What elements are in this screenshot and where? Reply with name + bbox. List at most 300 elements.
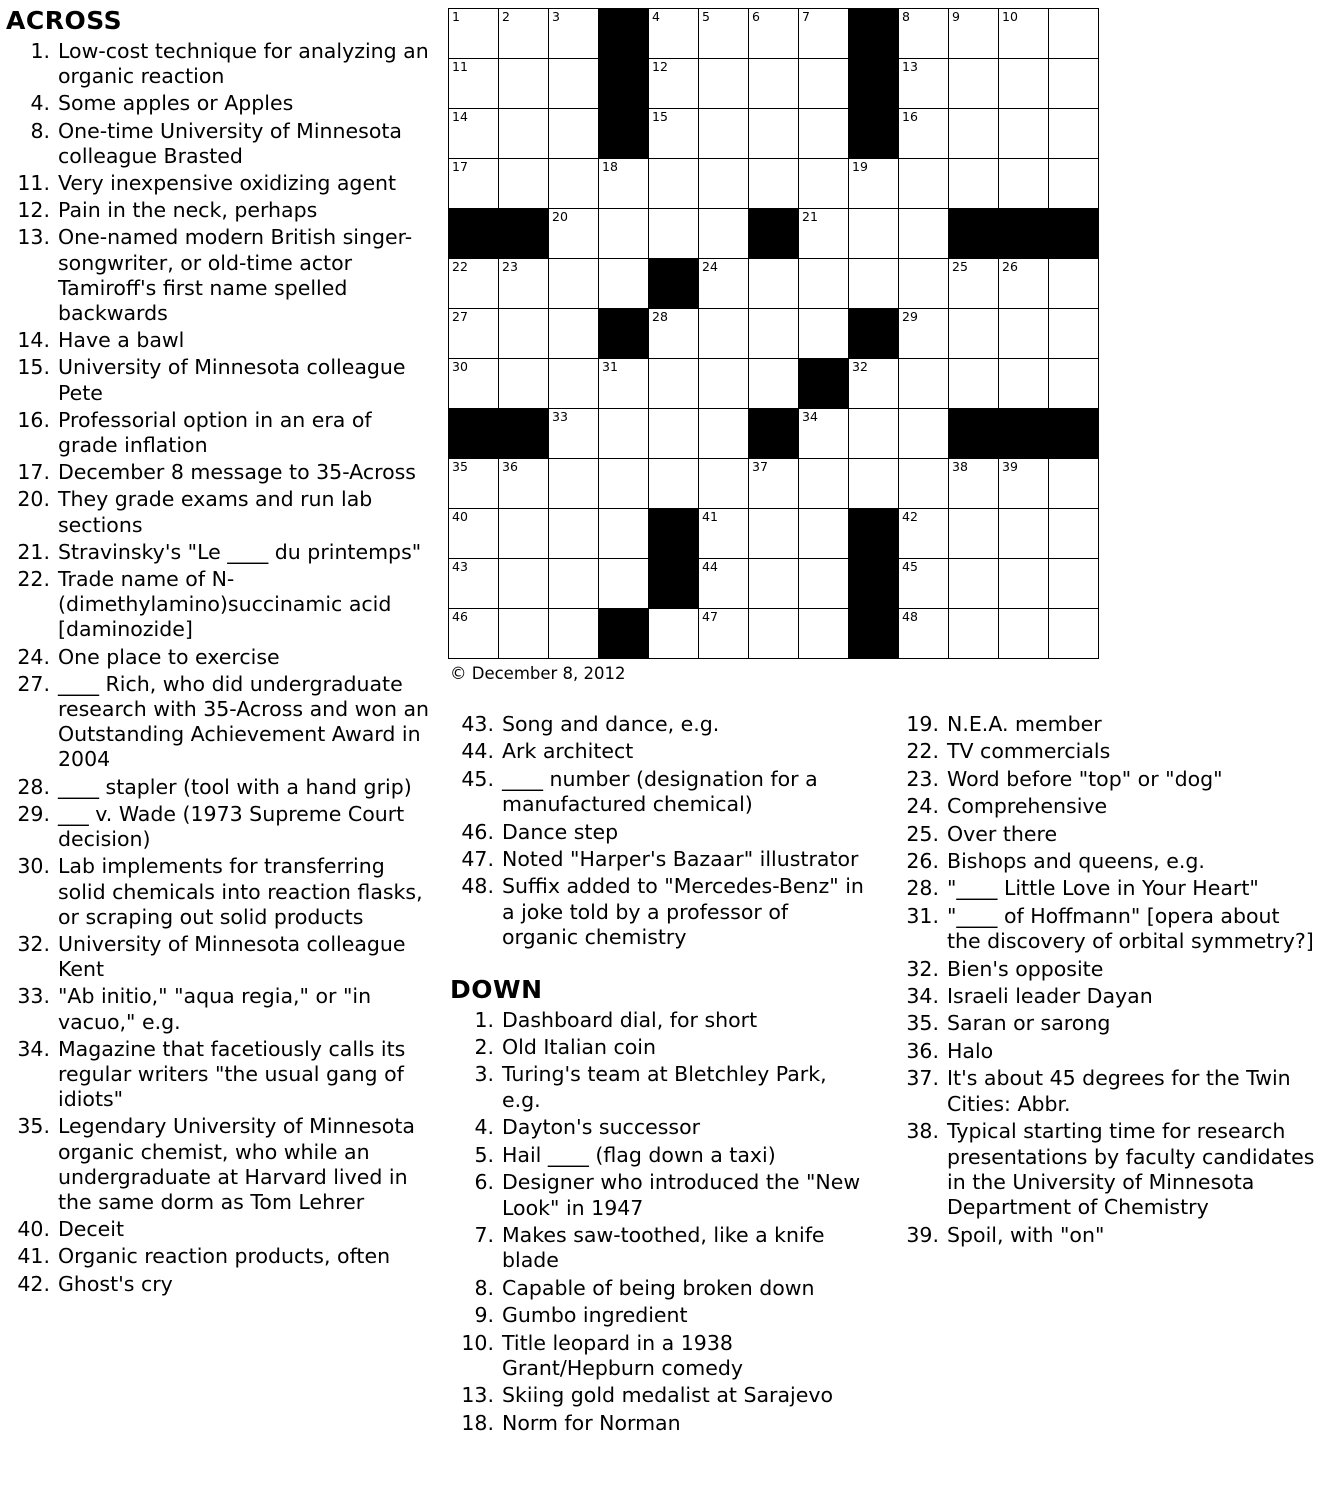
grid-cell[interactable] <box>449 359 499 409</box>
clue-text: Halo <box>947 1038 994 1063</box>
grid-cell[interactable] <box>849 209 899 259</box>
clue-item <box>6 1217 436 1242</box>
grid-block-cell <box>849 509 899 559</box>
clue-text: ____ stapler (tool with a hand grip) <box>58 774 412 799</box>
grid-cell[interactable] <box>949 459 999 509</box>
grid-block-cell <box>999 409 1049 459</box>
grid-cell[interactable] <box>449 109 499 159</box>
grid-block-cell <box>599 609 649 659</box>
clue-text: One place to exercise <box>58 644 280 669</box>
grid-cell[interactable] <box>1049 459 1099 509</box>
clue-number: 1. <box>30 39 50 63</box>
clue-text: Stravinsky's "Le ____ du printemps" <box>58 539 422 564</box>
grid-cell[interactable] <box>749 9 799 59</box>
clue-item <box>450 1115 870 1140</box>
grid-cell[interactable] <box>499 309 549 359</box>
grid-cell[interactable] <box>1049 159 1099 209</box>
grid-cell[interactable] <box>799 509 849 559</box>
grid-cell[interactable] <box>1049 109 1099 159</box>
grid-cell-number: 45 <box>902 559 918 574</box>
clue-text: Over there <box>947 821 1058 846</box>
grid-block-cell <box>799 359 849 409</box>
clue-item <box>450 767 870 818</box>
grid-cell[interactable] <box>949 609 999 659</box>
grid-cell[interactable] <box>899 409 949 459</box>
clue-number: 39. <box>906 1222 939 1247</box>
grid-cell[interactable] <box>899 609 949 659</box>
clue-text: Dance step <box>502 819 619 844</box>
grid-cell[interactable] <box>549 209 599 259</box>
clue-item <box>895 1119 1315 1221</box>
clue-number: 3. <box>474 1062 494 1087</box>
grid-cell[interactable] <box>549 109 599 159</box>
grid-cell[interactable] <box>1049 309 1099 359</box>
clue-item <box>6 119 436 169</box>
clue-item <box>6 1037 436 1113</box>
grid-cell[interactable] <box>999 309 1049 359</box>
clue-item <box>895 822 1315 847</box>
grid-cell[interactable] <box>799 59 849 109</box>
grid-cell[interactable] <box>899 209 949 259</box>
grid-cell[interactable] <box>799 459 849 509</box>
clue-item <box>6 39 436 89</box>
grid-cell-number: 40 <box>452 509 468 524</box>
grid-cell[interactable] <box>999 559 1049 609</box>
grid-row <box>449 609 1099 659</box>
grid-cell[interactable] <box>1049 509 1099 559</box>
down-clue-list-middle <box>450 1008 870 1437</box>
grid-cell[interactable] <box>699 509 749 559</box>
grid-cell[interactable] <box>449 509 499 559</box>
grid-cell-number: 36 <box>502 459 518 474</box>
grid-cell[interactable] <box>549 609 599 659</box>
clue-item <box>6 91 436 116</box>
grid-cell[interactable] <box>799 409 849 459</box>
grid-cell[interactable] <box>749 459 799 509</box>
grid-cell[interactable] <box>799 9 849 59</box>
grid-cell-number: 20 <box>552 209 568 224</box>
grid-cell[interactable] <box>499 9 549 59</box>
grid-cell[interactable] <box>449 459 499 509</box>
grid-cell[interactable] <box>699 59 749 109</box>
clue-number: 12. <box>17 198 50 223</box>
grid-cell[interactable] <box>549 459 599 509</box>
grid-cell[interactable] <box>999 459 1049 509</box>
grid-cell[interactable] <box>949 559 999 609</box>
clues-column-middle <box>450 712 870 1438</box>
grid-cell[interactable] <box>449 309 499 359</box>
grid-cell[interactable] <box>549 309 599 359</box>
clue-item <box>450 1143 870 1168</box>
clue-text: It's about 45 degrees for the Twin Cities: Abbr. <box>947 1066 1291 1116</box>
clue-number: 37. <box>906 1066 939 1091</box>
grid-cell[interactable] <box>899 9 949 59</box>
grid-cell[interactable] <box>749 509 799 559</box>
clue-number: 26. <box>906 849 939 874</box>
clue-item <box>6 198 436 223</box>
grid-cell[interactable] <box>949 59 999 109</box>
grid-cell[interactable] <box>999 159 1049 209</box>
grid-cell[interactable] <box>949 109 999 159</box>
clue-item <box>6 408 436 458</box>
across-column-left <box>6 6 436 1299</box>
grid-cell[interactable] <box>749 359 799 409</box>
grid-row <box>449 359 1099 409</box>
clue-text: Comprehensive <box>947 794 1108 819</box>
clue-number: 8. <box>474 1275 494 1300</box>
grid-cell[interactable] <box>799 559 849 609</box>
grid-cell[interactable] <box>749 259 799 309</box>
clue-number: 38. <box>906 1119 939 1144</box>
grid-cell[interactable] <box>699 359 749 409</box>
clue-number: 32. <box>17 931 50 956</box>
grid-cell[interactable] <box>699 209 749 259</box>
grid-cell[interactable] <box>599 209 649 259</box>
grid-cell[interactable] <box>549 359 599 409</box>
grid-cell-number: 43 <box>452 559 468 574</box>
grid-block-cell <box>849 59 899 109</box>
clue-item <box>450 712 870 737</box>
clue-item <box>450 874 870 950</box>
grid-row <box>449 459 1099 509</box>
clue-number: 40. <box>17 1217 50 1242</box>
clue-item <box>895 984 1315 1009</box>
clue-item <box>6 932 436 982</box>
grid-cell-number: 24 <box>702 259 718 274</box>
grid-cell[interactable] <box>499 609 549 659</box>
grid-row <box>449 509 1099 559</box>
grid-cell-number: 17 <box>452 159 468 174</box>
clue-item <box>450 1276 870 1301</box>
grid-cell[interactable] <box>449 9 499 59</box>
grid-cell[interactable] <box>899 459 949 509</box>
grid-cell[interactable] <box>799 159 849 209</box>
grid-cell[interactable] <box>999 509 1049 559</box>
grid-cell-number: 38 <box>952 459 968 474</box>
clue-item <box>6 645 436 670</box>
grid-cell[interactable] <box>949 259 999 309</box>
grid-cell[interactable] <box>799 609 849 659</box>
grid-cell[interactable] <box>549 559 599 609</box>
clue-number: 45. <box>461 766 494 791</box>
clue-number: 6. <box>474 1170 494 1195</box>
grid-block-cell <box>599 59 649 109</box>
clue-number: 34. <box>17 1036 50 1061</box>
grid-cell[interactable] <box>949 359 999 409</box>
clue-text: Bien's opposite <box>947 956 1104 981</box>
grid-cell[interactable] <box>749 609 799 659</box>
grid-cell[interactable] <box>449 159 499 209</box>
grid-cell[interactable] <box>899 509 949 559</box>
clue-text: Some apples or Apples <box>58 91 294 116</box>
grid-cell[interactable] <box>649 459 699 509</box>
clue-number: 32. <box>906 956 939 981</box>
grid-cell[interactable] <box>549 509 599 559</box>
clue-text: Suffix added to "Mercedes-Benz" in a joke told by a professor of organic chemistry <box>502 874 864 950</box>
grid-cell[interactable] <box>599 509 649 559</box>
grid-cell[interactable] <box>499 159 549 209</box>
clue-item <box>6 225 436 326</box>
clue-number: 30. <box>17 854 50 879</box>
grid-cell[interactable] <box>599 259 649 309</box>
grid-cell-number: 27 <box>452 309 468 324</box>
clue-number: 17. <box>17 460 50 485</box>
grid-cell[interactable] <box>649 209 699 259</box>
grid-cell[interactable] <box>849 359 899 409</box>
grid-cell[interactable] <box>699 459 749 509</box>
grid-cell[interactable] <box>849 259 899 309</box>
grid-cell[interactable] <box>799 259 849 309</box>
grid-block-cell <box>499 409 549 459</box>
grid-cell[interactable] <box>899 359 949 409</box>
grid-cell[interactable] <box>649 609 699 659</box>
grid-cell[interactable] <box>449 609 499 659</box>
clue-text: Legendary University of Minnesota organic chemist, who while an undergraduate at Harvard lived in the same dorm as Tom Lehrer <box>58 1114 415 1214</box>
clue-text: Pain in the neck, perhaps <box>58 198 318 223</box>
clue-number: 23. <box>906 766 939 791</box>
grid-block-cell <box>749 409 799 459</box>
grid-cell[interactable] <box>549 159 599 209</box>
clue-item <box>450 1411 870 1436</box>
clue-item <box>6 487 436 537</box>
crossword-grid[interactable] <box>448 8 1099 659</box>
grid-cell-number: 25 <box>952 259 968 274</box>
grid-cell[interactable] <box>499 109 549 159</box>
clue-number: 11. <box>17 171 50 196</box>
clue-number: 44. <box>461 739 494 764</box>
clue-text: Hail ____ (flag down a taxi) <box>502 1142 776 1167</box>
clue-item <box>6 1114 436 1215</box>
grid-cell[interactable] <box>749 559 799 609</box>
grid-block-cell <box>599 109 649 159</box>
clue-text: Title leopard in a 1938 Grant/Hepburn comedy <box>502 1330 743 1380</box>
clue-item <box>6 567 436 643</box>
grid-cell[interactable] <box>699 309 749 359</box>
grid-cell[interactable] <box>599 359 649 409</box>
clue-item <box>895 957 1315 982</box>
grid-cell[interactable] <box>849 459 899 509</box>
clue-text: Professorial option in an era of grade inflation <box>58 407 372 458</box>
clue-number: 16. <box>17 407 50 432</box>
clue-number: 10. <box>461 1330 494 1355</box>
grid-cell[interactable] <box>949 309 999 359</box>
grid-cell[interactable] <box>1049 359 1099 409</box>
grid-cell[interactable] <box>549 259 599 309</box>
clue-item <box>895 1223 1315 1248</box>
clue-text: University of Minnesota colleague Kent <box>58 931 406 982</box>
grid-cell-number: 18 <box>602 159 618 174</box>
grid-cell-number: 34 <box>802 409 818 424</box>
grid-cell[interactable] <box>499 459 549 509</box>
grid-cell[interactable] <box>1049 259 1099 309</box>
grid-cell[interactable] <box>899 559 949 609</box>
grid-cell[interactable] <box>849 159 899 209</box>
grid-cell[interactable] <box>649 309 699 359</box>
grid-cell[interactable] <box>999 359 1049 409</box>
clue-number: 42. <box>17 1271 50 1296</box>
grid-block-cell <box>849 109 899 159</box>
clue-text: Turing's team at Bletchley Park, e.g. <box>502 1062 827 1112</box>
clue-number: 5. <box>474 1142 494 1167</box>
grid-cell[interactable] <box>599 159 649 209</box>
clue-text: Magazine that facetiously calls its regular writers "the usual gang of idiots" <box>58 1036 406 1112</box>
grid-block-cell <box>599 9 649 59</box>
clue-number: 35. <box>906 1011 939 1036</box>
grid-block-cell <box>649 559 699 609</box>
grid-cell[interactable] <box>949 509 999 559</box>
grid-cell[interactable] <box>1049 559 1099 609</box>
grid-cell[interactable] <box>599 459 649 509</box>
grid-cell[interactable] <box>999 59 1049 109</box>
grid-cell[interactable] <box>549 409 599 459</box>
grid-cell[interactable] <box>449 259 499 309</box>
grid-cell[interactable] <box>699 559 749 609</box>
grid-cell[interactable] <box>749 309 799 359</box>
clue-number: 43. <box>461 712 494 736</box>
clue-text: Makes saw-toothed, like a knife blade <box>502 1222 825 1273</box>
grid-cell[interactable] <box>699 609 749 659</box>
clue-number: 22. <box>906 739 939 764</box>
grid-cell[interactable] <box>699 159 749 209</box>
clue-text: N.E.A. member <box>947 712 1102 736</box>
grid-cell-number: 30 <box>452 359 468 374</box>
grid-cell-number: 4 <box>652 9 660 24</box>
grid-cell[interactable] <box>749 59 799 109</box>
clue-text: ____ Rich, who did undergraduate research with 35-Across and won an Outstanding Achievement Award in 2004 <box>58 671 430 772</box>
grid-cell[interactable] <box>1049 609 1099 659</box>
clue-item <box>450 1008 870 1033</box>
grid-cell-number: 9 <box>952 9 960 24</box>
grid-cell[interactable] <box>949 9 999 59</box>
grid-cell[interactable] <box>499 59 549 109</box>
grid-row <box>449 409 1099 459</box>
clue-number: 46. <box>461 819 494 844</box>
grid-cell-number: 10 <box>1002 9 1018 24</box>
grid-cell[interactable] <box>499 559 549 609</box>
clue-item <box>6 802 436 852</box>
grid-cell[interactable] <box>649 359 699 409</box>
grid-block-cell <box>449 209 499 259</box>
grid-cell[interactable] <box>549 59 599 109</box>
clue-item <box>450 1062 870 1113</box>
clue-text: Deceit <box>58 1217 125 1242</box>
grid-cell[interactable] <box>899 109 949 159</box>
clue-number: 28. <box>17 774 50 799</box>
clue-number: 2. <box>474 1035 494 1060</box>
clue-item <box>450 1303 870 1328</box>
clue-item <box>6 672 436 773</box>
clue-text: Skiing gold medalist at Sarajevo <box>502 1383 834 1408</box>
grid-cell[interactable] <box>799 309 849 359</box>
clue-text: "____ of Hoffmann" [opera about the discovery of orbital symmetry?] <box>947 903 1314 954</box>
clue-item <box>6 984 436 1034</box>
crossword-grid-table[interactable] <box>448 8 1099 659</box>
grid-cell[interactable] <box>899 159 949 209</box>
grid-cell-number: 22 <box>452 259 468 274</box>
clue-number: 1. <box>474 1007 494 1032</box>
grid-cell[interactable] <box>1049 59 1099 109</box>
clue-item <box>6 775 436 800</box>
grid-cell[interactable] <box>799 209 849 259</box>
grid-cell[interactable] <box>899 259 949 309</box>
grid-cell[interactable] <box>949 159 999 209</box>
clue-number: 7. <box>474 1222 494 1247</box>
clue-text: Typical starting time for research presentations by faculty candidates in the University of Minnesota Department of Chemistry <box>947 1119 1315 1220</box>
grid-cell[interactable] <box>449 559 499 609</box>
grid-cell[interactable] <box>649 59 699 109</box>
grid-cell-number: 41 <box>702 509 718 524</box>
grid-cell[interactable] <box>699 9 749 59</box>
grid-cell[interactable] <box>999 109 1049 159</box>
clue-item <box>6 540 436 565</box>
grid-cell[interactable] <box>549 9 599 59</box>
grid-cell[interactable] <box>749 109 799 159</box>
grid-cell[interactable] <box>699 409 749 459</box>
grid-cell[interactable] <box>499 359 549 409</box>
grid-cell-number: 16 <box>902 109 918 124</box>
grid-block-cell <box>599 309 649 359</box>
clue-item <box>450 1383 870 1408</box>
grid-cell[interactable] <box>499 259 549 309</box>
grid-cell[interactable] <box>699 259 749 309</box>
clue-item <box>450 847 870 872</box>
clue-number: 13. <box>17 225 50 250</box>
clue-text: Very inexpensive oxidizing agent <box>58 171 397 196</box>
grid-cell[interactable] <box>899 59 949 109</box>
grid-cell[interactable] <box>749 159 799 209</box>
grid-cell[interactable] <box>449 59 499 109</box>
clue-item <box>450 1170 870 1221</box>
grid-cell-number: 46 <box>452 609 468 624</box>
clue-item <box>6 171 436 196</box>
grid-cell[interactable] <box>999 609 1049 659</box>
clue-text: Word before "top" or "dog" <box>947 766 1223 791</box>
clue-number: 13. <box>461 1383 494 1408</box>
grid-cell[interactable] <box>1049 9 1099 59</box>
grid-cell[interactable] <box>499 509 549 559</box>
grid-cell[interactable] <box>899 309 949 359</box>
grid-block-cell <box>649 509 699 559</box>
clue-text: One-time University of Minnesota colleague Brasted <box>58 118 402 168</box>
grid-cell[interactable] <box>849 409 899 459</box>
grid-cell[interactable] <box>649 9 699 59</box>
grid-cell[interactable] <box>649 159 699 209</box>
grid-cell[interactable] <box>649 409 699 459</box>
grid-cell[interactable] <box>599 409 649 459</box>
clue-number: 4. <box>30 91 50 116</box>
clue-text: Lab implements for transferring solid chemicals into reaction flasks, or scraping out solid products <box>58 854 423 929</box>
grid-cell-number: 33 <box>552 409 568 424</box>
grid-block-cell <box>999 209 1049 259</box>
grid-cell[interactable] <box>799 109 849 159</box>
grid-cell-number: 44 <box>702 559 718 574</box>
grid-cell[interactable] <box>699 109 749 159</box>
clue-number: 9. <box>474 1303 494 1328</box>
clue-number: 8. <box>30 118 50 143</box>
grid-cell-number: 11 <box>452 59 468 74</box>
clue-number: 24. <box>906 794 939 819</box>
grid-cell[interactable] <box>599 559 649 609</box>
grid-cell-number: 3 <box>552 9 560 24</box>
grid-cell[interactable] <box>999 9 1049 59</box>
grid-cell[interactable] <box>649 109 699 159</box>
clue-item <box>895 1066 1315 1117</box>
grid-cell-number: 31 <box>602 359 618 374</box>
grid-cell[interactable] <box>999 259 1049 309</box>
grid-cell-number: 23 <box>502 259 518 274</box>
clue-text: University of Minnesota colleague Pete <box>58 355 406 405</box>
clue-number: 31. <box>906 903 939 928</box>
